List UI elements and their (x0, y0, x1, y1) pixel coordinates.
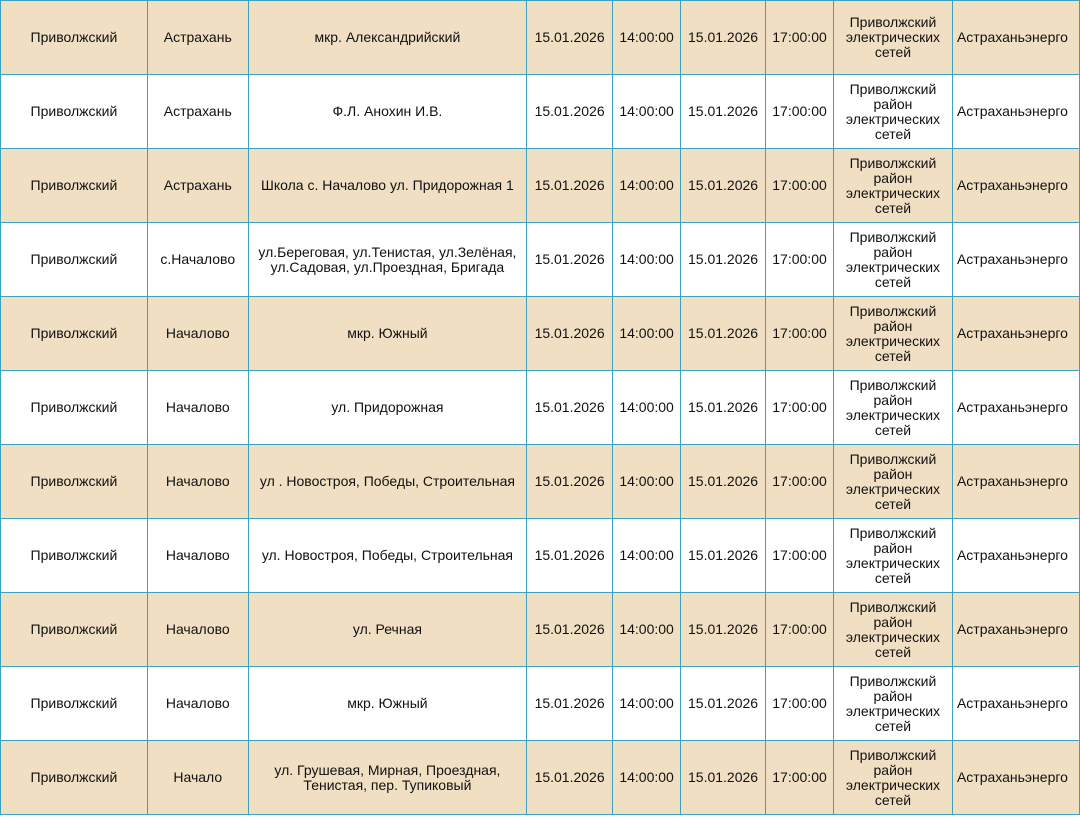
table-row (1, 149, 1080, 223)
start-date-cell: 15.01.2026 (527, 149, 613, 223)
company-cell: Астраханьэнерго (952, 667, 1079, 741)
end-time-cell: 17:00:00 (766, 519, 834, 593)
address-cell: ул. Грушевая, Мирная, Проездная, Тенистая, пер. Тупиковый (248, 741, 526, 815)
address-cell: ул. Новостроя, Победы, Строительная (248, 519, 526, 593)
start-time-cell: 14:00:00 (613, 445, 681, 519)
department-cell: Приволжский район электрических сетей (834, 371, 953, 445)
end-date-cell: 15.01.2026 (681, 149, 766, 223)
company-cell: Астраханьэнерго (952, 1, 1079, 75)
department-cell: Приволжский район электрических сетей (834, 223, 953, 297)
end-date-cell: 15.01.2026 (681, 445, 766, 519)
department-cell: Приволжский район электрических сетей (834, 519, 953, 593)
start-date-cell: 15.01.2026 (527, 741, 613, 815)
department-cell: Приволжский электрических сетей (834, 1, 953, 75)
district-cell: Приволжский (1, 741, 148, 815)
company-cell: Астраханьэнерго (952, 593, 1079, 667)
company-cell: Астраханьэнерго (952, 149, 1079, 223)
end-time-cell: 17:00:00 (766, 667, 834, 741)
locality-cell: Началово (147, 519, 248, 593)
table-row (1, 741, 1080, 815)
start-time-cell: 14:00:00 (613, 223, 681, 297)
locality-cell: Начало (147, 741, 248, 815)
end-time-cell: 17:00:00 (766, 593, 834, 667)
table-row (1, 519, 1080, 593)
end-date-cell: 15.01.2026 (681, 519, 766, 593)
address-cell: ул . Новостроя, Победы, Строительная (248, 445, 526, 519)
district-cell: Приволжский (1, 519, 148, 593)
locality-cell: Началово (147, 593, 248, 667)
company-cell: Астраханьэнерго (952, 445, 1079, 519)
locality-cell: Началово (147, 667, 248, 741)
company-cell: Астраханьэнерго (952, 75, 1079, 149)
table-row (1, 371, 1080, 445)
end-date-cell: 15.01.2026 (681, 593, 766, 667)
start-time-cell: 14:00:00 (613, 75, 681, 149)
end-time-cell: 17:00:00 (766, 75, 834, 149)
start-date-cell: 15.01.2026 (527, 445, 613, 519)
end-date-cell: 15.01.2026 (681, 297, 766, 371)
table-row (1, 297, 1080, 371)
company-cell: Астраханьэнерго (952, 297, 1079, 371)
end-time-cell: 17:00:00 (766, 149, 834, 223)
address-cell: Ф.Л. Анохин И.В. (248, 75, 526, 149)
end-time-cell: 17:00:00 (766, 371, 834, 445)
start-time-cell: 14:00:00 (613, 593, 681, 667)
district-cell: Приволжский (1, 593, 148, 667)
department-cell: Приволжский район электрических сетей (834, 297, 953, 371)
start-time-cell: 14:00:00 (613, 519, 681, 593)
locality-cell: Началово (147, 297, 248, 371)
start-time-cell: 14:00:00 (613, 667, 681, 741)
table-row (1, 1, 1080, 75)
start-date-cell: 15.01.2026 (527, 371, 613, 445)
end-date-cell: 15.01.2026 (681, 667, 766, 741)
address-cell: Школа с. Началово ул. Придорожная 1 (248, 149, 526, 223)
end-time-cell: 17:00:00 (766, 223, 834, 297)
company-cell: Астраханьэнерго (952, 371, 1079, 445)
department-cell: Приволжский район электрических сетей (834, 149, 953, 223)
address-cell: мкр. Александрийский (248, 1, 526, 75)
locality-cell: Началово (147, 445, 248, 519)
locality-cell: с.Началово (147, 223, 248, 297)
table-row (1, 667, 1080, 741)
end-time-cell: 17:00:00 (766, 1, 834, 75)
start-time-cell: 14:00:00 (613, 371, 681, 445)
start-date-cell: 15.01.2026 (527, 593, 613, 667)
start-date-cell: 15.01.2026 (527, 223, 613, 297)
company-cell: Астраханьэнерго (952, 741, 1079, 815)
start-time-cell: 14:00:00 (613, 149, 681, 223)
department-cell: Приволжский район электрических сетей (834, 667, 953, 741)
department-cell: Приволжский район электрических сетей (834, 593, 953, 667)
start-time-cell: 14:00:00 (613, 741, 681, 815)
locality-cell: Астрахань (147, 149, 248, 223)
table-row (1, 445, 1080, 519)
start-date-cell: 15.01.2026 (527, 667, 613, 741)
start-date-cell: 15.01.2026 (527, 297, 613, 371)
district-cell: Приволжский (1, 297, 148, 371)
start-time-cell: 14:00:00 (613, 1, 681, 75)
table-row (1, 75, 1080, 149)
end-date-cell: 15.01.2026 (681, 75, 766, 149)
end-date-cell: 15.01.2026 (681, 1, 766, 75)
end-date-cell: 15.01.2026 (681, 371, 766, 445)
department-cell: Приволжский район электрических сетей (834, 445, 953, 519)
end-time-cell: 17:00:00 (766, 741, 834, 815)
start-time-cell: 14:00:00 (613, 297, 681, 371)
district-cell: Приволжский (1, 149, 148, 223)
table-body (1, 1, 1080, 815)
end-date-cell: 15.01.2026 (681, 741, 766, 815)
locality-cell: Астрахань (147, 1, 248, 75)
start-date-cell: 15.01.2026 (527, 519, 613, 593)
table-row (1, 223, 1080, 297)
department-cell: Приволжский район электрических сетей (834, 741, 953, 815)
district-cell: Приволжский (1, 371, 148, 445)
start-date-cell: 15.01.2026 (527, 1, 613, 75)
locality-cell: Началово (147, 371, 248, 445)
district-cell: Приволжский (1, 223, 148, 297)
company-cell: Астраханьэнерго (952, 223, 1079, 297)
locality-cell: Астрахань (147, 75, 248, 149)
district-cell: Приволжский (1, 667, 148, 741)
end-time-cell: 17:00:00 (766, 297, 834, 371)
table-row (1, 593, 1080, 667)
end-date-cell: 15.01.2026 (681, 223, 766, 297)
start-date-cell: 15.01.2026 (527, 75, 613, 149)
address-cell: ул. Речная (248, 593, 526, 667)
district-cell: Приволжский (1, 75, 148, 149)
address-cell: ул.Береговая, ул.Тенистая, ул.Зелёная, ул.Садовая, ул.Проездная, Бригада (248, 223, 526, 297)
department-cell: Приволжский район электрических сетей (834, 75, 953, 149)
address-cell: ул. Придорожная (248, 371, 526, 445)
district-cell: Приволжский (1, 1, 148, 75)
end-time-cell: 17:00:00 (766, 445, 834, 519)
address-cell: мкр. Южный (248, 297, 526, 371)
company-cell: Астраханьэнерго (952, 519, 1079, 593)
district-cell: Приволжский (1, 445, 148, 519)
address-cell: мкр. Южный (248, 667, 526, 741)
